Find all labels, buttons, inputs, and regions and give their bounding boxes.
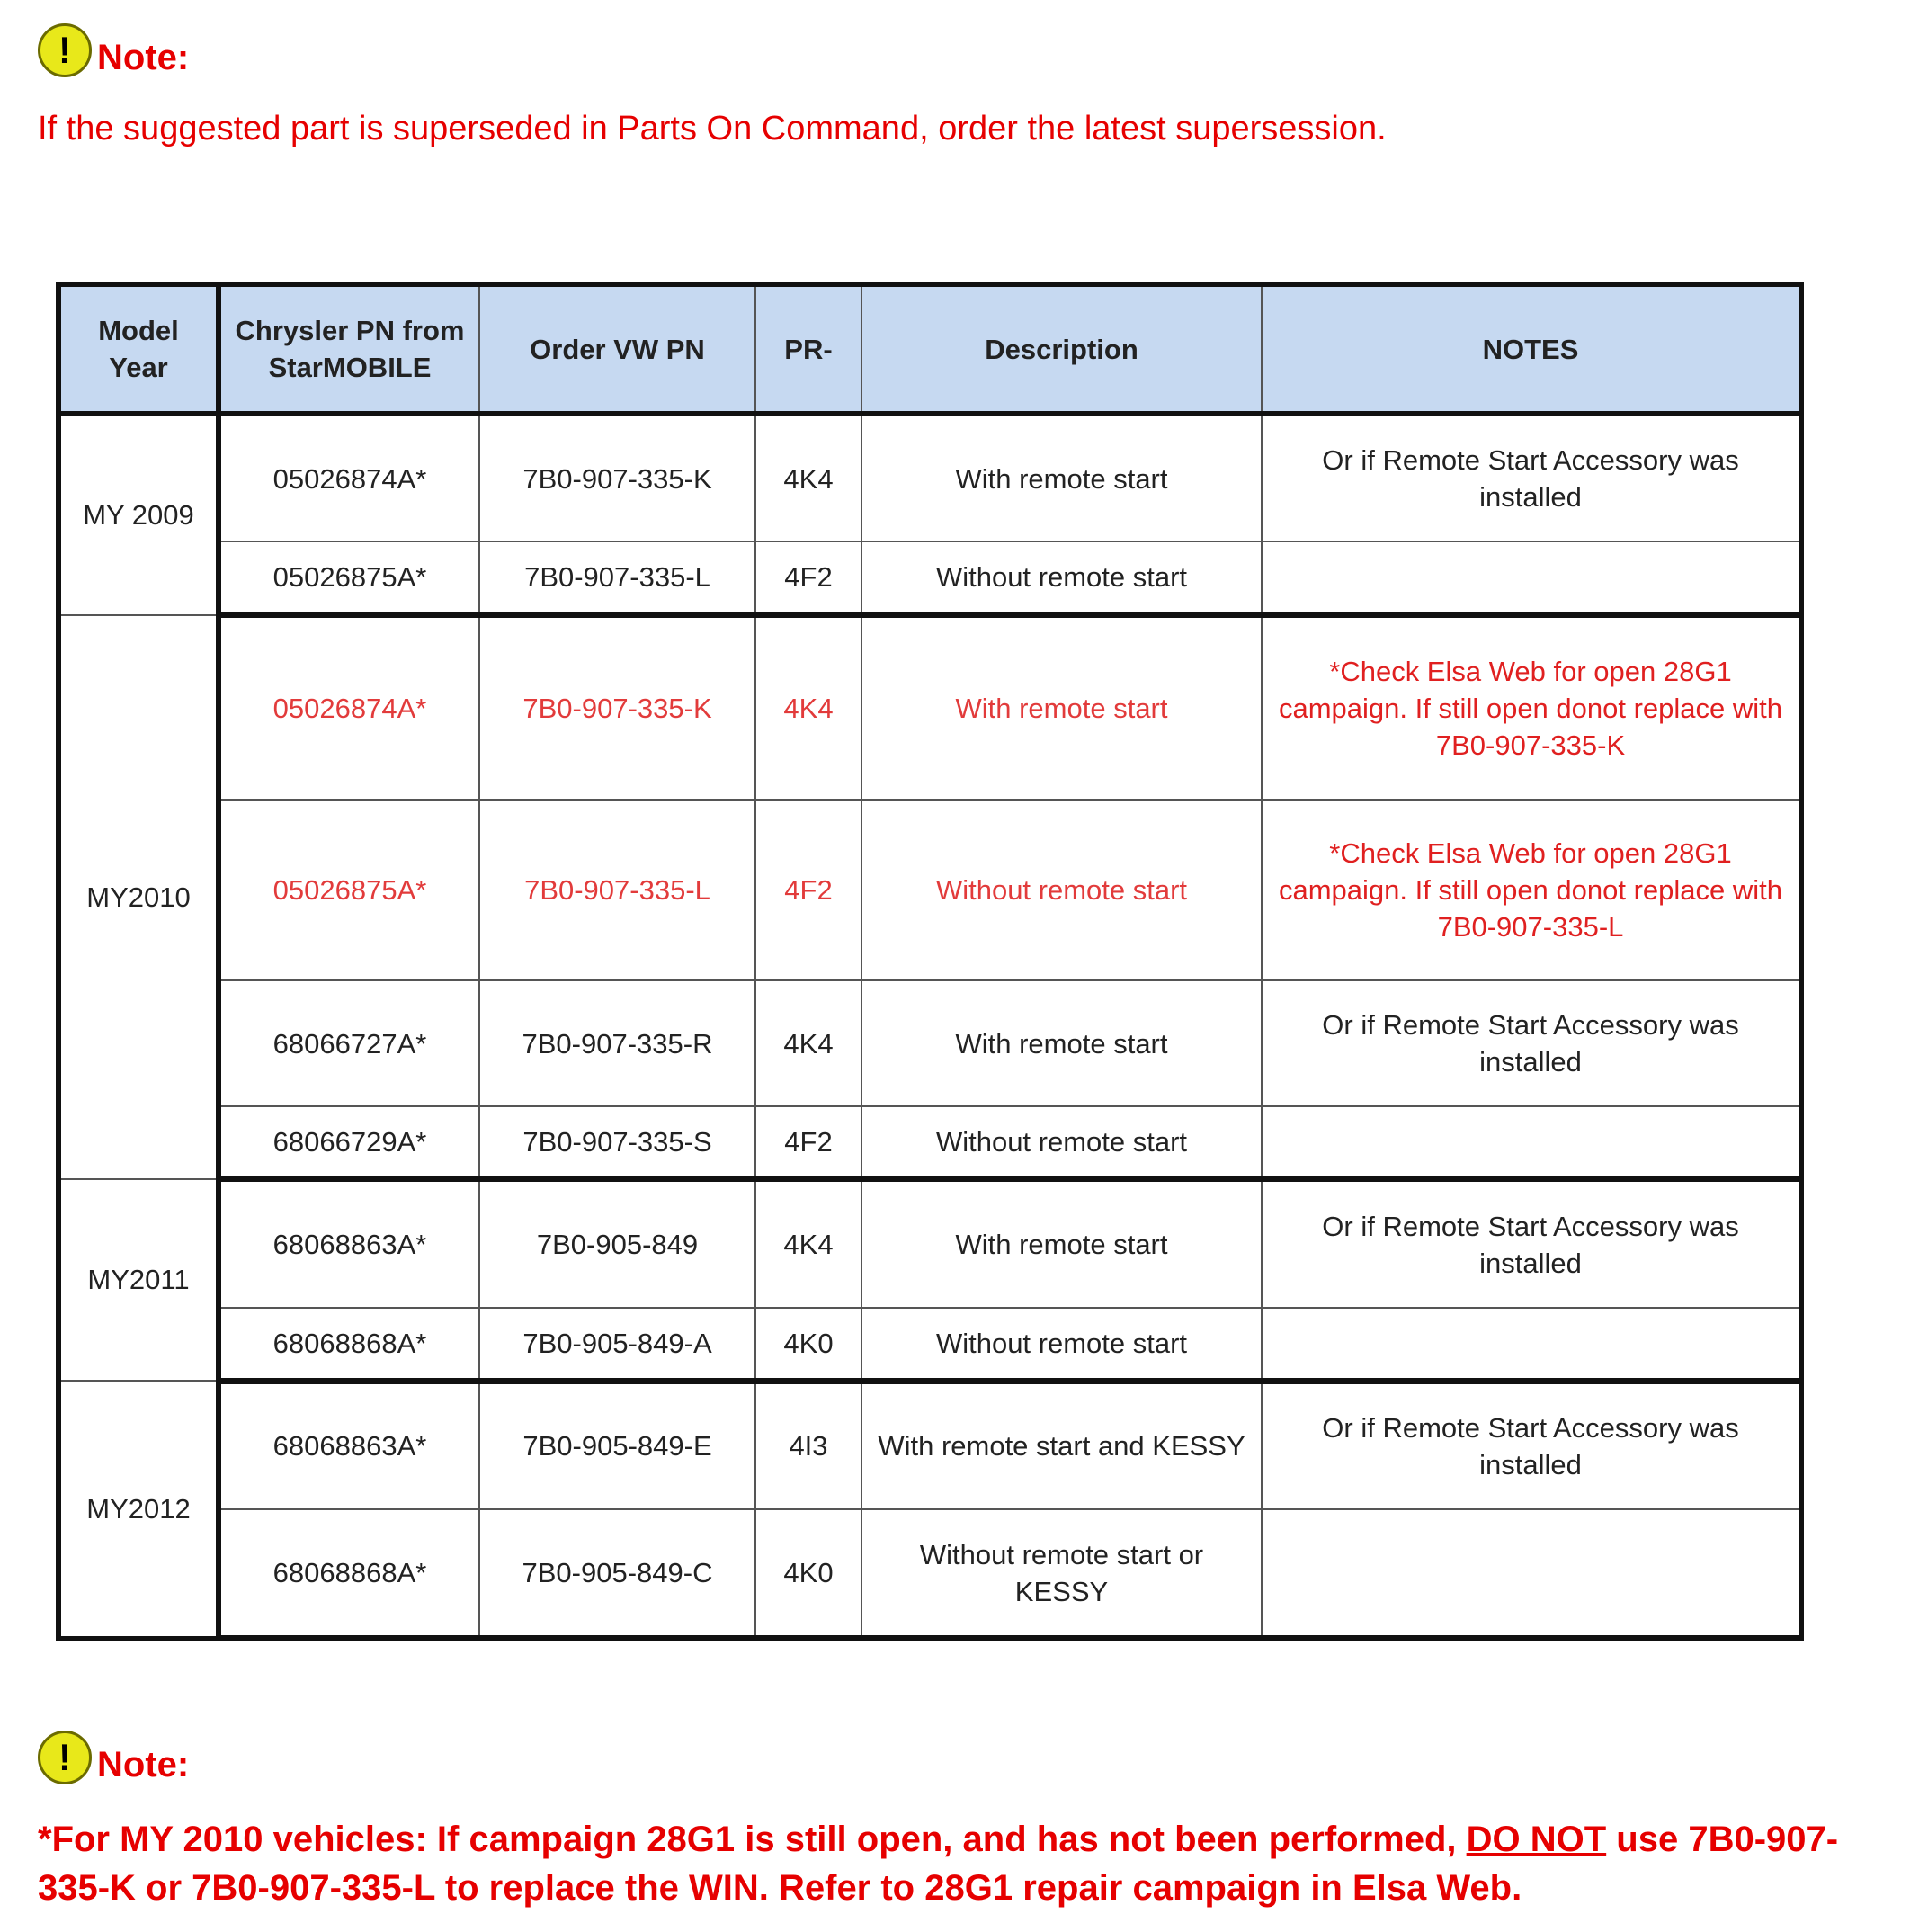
pr-code-cell: 4F2: [755, 800, 861, 981]
chrysler-pn-cell: 05026875A*: [219, 541, 479, 614]
pr-code-cell: 4I3: [755, 1381, 861, 1509]
notes-cell: Or if Remote Start Accessory was installed: [1262, 1381, 1801, 1509]
vw-pn-cell: 7B0-907-335-S: [479, 1106, 755, 1179]
parts-table: [56, 282, 1804, 1641]
model-year-cell: MY2012: [58, 1381, 219, 1638]
vw-pn-cell: 7B0-905-849: [479, 1179, 755, 1308]
table-body: [58, 414, 1801, 1639]
notes-cell: Or if Remote Start Accessory was installed: [1262, 980, 1801, 1105]
top-note-heading: [38, 22, 189, 78]
vw-pn-cell: 7B0-907-335-R: [479, 980, 755, 1105]
description-cell: Without remote start or KESSY: [861, 1509, 1262, 1638]
chrysler-pn-cell: 68068868A*: [219, 1509, 479, 1638]
chrysler-pn-cell: 68068863A*: [219, 1179, 479, 1308]
bottom-note-text-before: *For MY 2010 vehicles: If campaign 28G1 is still open, and has not been performed,: [38, 1820, 1467, 1859]
description-cell: Without remote start: [861, 541, 1262, 614]
vw-pn-cell: 7B0-905-849-C: [479, 1509, 755, 1638]
notes-cell: [1262, 1509, 1801, 1638]
chrysler-pn-cell: 05026874A*: [219, 615, 479, 800]
notes-cell: Or if Remote Start Accessory was installed: [1262, 1179, 1801, 1308]
notes-cell: [1262, 1308, 1801, 1381]
vw-pn-cell: 7B0-907-335-L: [479, 800, 755, 981]
chrysler-pn-cell: 68066729A*: [219, 1106, 479, 1179]
pr-code-cell: 4F2: [755, 541, 861, 614]
header-pr: PR-: [755, 284, 861, 414]
bottom-note-text: [38, 1815, 1899, 1912]
header-description: Description: [861, 284, 1262, 414]
description-cell: Without remote start: [861, 1106, 1262, 1179]
notes-cell: [1262, 1106, 1801, 1179]
notes-cell: *Check Elsa Web for open 28G1 campaign. If still open donot replace with 7B0-907-335-K: [1262, 615, 1801, 800]
top-note-text: If the suggested part is superseded in Parts On Command, order the latest supersession.: [38, 110, 1387, 148]
bottom-note-label: Note:: [97, 1745, 190, 1784]
pr-code-cell: 4K4: [755, 615, 861, 800]
top-note-label: Note:: [97, 38, 190, 77]
description-cell: With remote start: [861, 980, 1262, 1105]
notes-cell: Or if Remote Start Accessory was installed: [1262, 414, 1801, 541]
table-row: [58, 1509, 1801, 1638]
pr-code-cell: 4K4: [755, 414, 861, 541]
pr-code-cell: 4K0: [755, 1509, 861, 1638]
model-year-cell: MY2011: [58, 1179, 219, 1381]
chrysler-pn-cell: 68068863A*: [219, 1381, 479, 1509]
header-model-year: Model Year: [58, 284, 219, 414]
exclamation-circle-icon: !: [38, 23, 92, 77]
table-row: [58, 800, 1801, 981]
table-header-row: [58, 284, 1801, 414]
vw-pn-cell: 7B0-905-849-E: [479, 1381, 755, 1509]
header-order-vw-pn: Order VW PN: [479, 284, 755, 414]
notes-cell: [1262, 541, 1801, 614]
chrysler-pn-cell: 68066727A*: [219, 980, 479, 1105]
pr-code-cell: 4K0: [755, 1308, 861, 1381]
table-row: [58, 980, 1801, 1105]
description-cell: With remote start: [861, 615, 1262, 800]
header-notes: NOTES: [1262, 284, 1801, 414]
table-row: [58, 615, 1801, 800]
bottom-note-heading: [38, 1729, 189, 1785]
vw-pn-cell: 7B0-907-335-L: [479, 541, 755, 614]
chrysler-pn-cell: 05026875A*: [219, 800, 479, 981]
header-chrysler-pn: Chrysler PN from StarMOBILE: [219, 284, 479, 414]
vw-pn-cell: 7B0-905-849-A: [479, 1308, 755, 1381]
notes-cell: *Check Elsa Web for open 28G1 campaign. If still open donot replace with 7B0-907-335-L: [1262, 800, 1801, 981]
description-cell: With remote start: [861, 1179, 1262, 1308]
model-year-cell: MY2010: [58, 615, 219, 1179]
chrysler-pn-cell: 68068868A*: [219, 1308, 479, 1381]
table-row: [58, 1308, 1801, 1381]
do-not-emphasis: DO NOT: [1466, 1820, 1607, 1859]
table-row: [58, 1106, 1801, 1179]
model-year-cell: MY 2009: [58, 414, 219, 615]
pr-code-cell: 4K4: [755, 1179, 861, 1308]
chrysler-pn-cell: 05026874A*: [219, 414, 479, 541]
table-row: [58, 414, 1801, 541]
exclamation-circle-icon: !: [38, 1731, 92, 1784]
pr-code-cell: 4F2: [755, 1106, 861, 1179]
table-row: [58, 541, 1801, 614]
table-row: [58, 1179, 1801, 1308]
vw-pn-cell: 7B0-907-335-K: [479, 615, 755, 800]
description-cell: With remote start: [861, 414, 1262, 541]
bottom-note-text-after: use 7B0-907-335-K or 7B0-907-335-L to replace the WIN. Refer to 28G1 repair campaign in Elsa Web.: [38, 1820, 1839, 1908]
vw-pn-cell: 7B0-907-335-K: [479, 414, 755, 541]
description-cell: Without remote start: [861, 1308, 1262, 1381]
description-cell: With remote start and KESSY: [861, 1381, 1262, 1509]
table-row: [58, 1381, 1801, 1509]
description-cell: Without remote start: [861, 800, 1262, 981]
pr-code-cell: 4K4: [755, 980, 861, 1105]
